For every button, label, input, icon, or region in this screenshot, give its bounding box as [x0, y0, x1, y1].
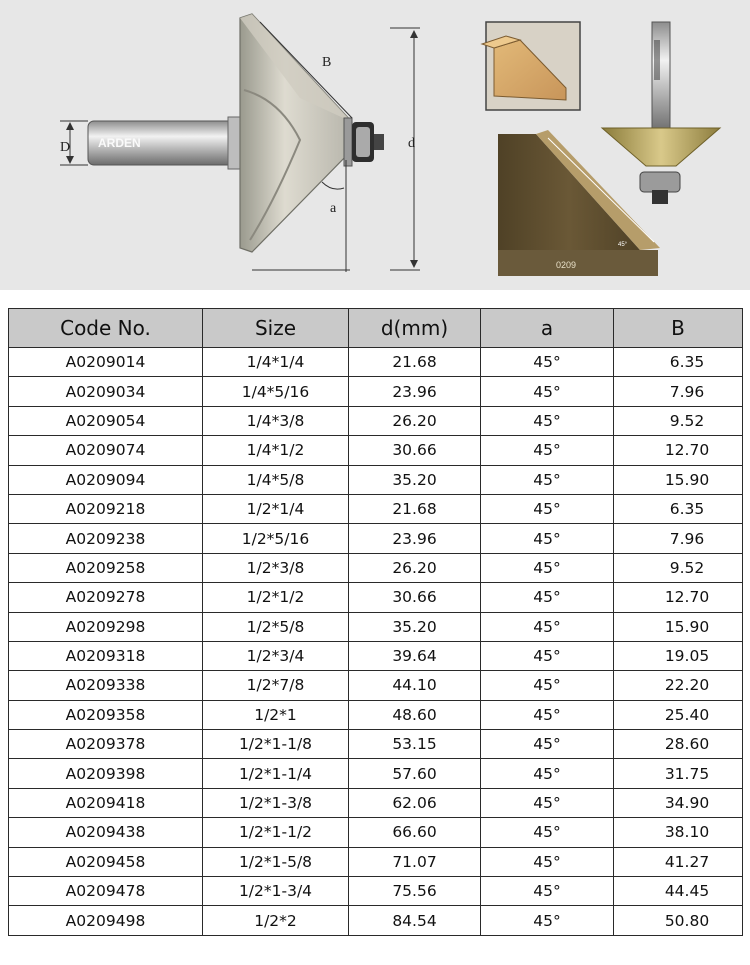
cell-size: 1/2*1-3/4: [203, 877, 349, 906]
cell-d-mm: 53.15: [349, 730, 481, 759]
cell-d-mm: 30.66: [349, 436, 481, 465]
cell-d-mm: 75.56: [349, 877, 481, 906]
cell-d-mm: 48.60: [349, 700, 481, 729]
cell-code-no: A0209258: [9, 553, 203, 582]
table-row: [9, 641, 743, 670]
table-header-row: [9, 309, 743, 348]
cell-size: 1/2*1-3/8: [203, 788, 349, 817]
cell-size: 1/2*1-5/8: [203, 847, 349, 876]
cell-code-no: A0209478: [9, 877, 203, 906]
cell-b: 6.35: [614, 494, 743, 523]
cell-code-no: A0209218: [9, 494, 203, 523]
table-row: [9, 436, 743, 465]
cell-code-no: A0209318: [9, 641, 203, 670]
label-B: B: [322, 55, 332, 70]
cell-b: 31.75: [614, 759, 743, 788]
cell-d-mm: 39.64: [349, 641, 481, 670]
cell-size: 1/2*7/8: [203, 671, 349, 700]
cell-b: 9.52: [614, 553, 743, 582]
cell-size: 1/2*3/8: [203, 553, 349, 582]
cell-d-mm: 57.60: [349, 759, 481, 788]
cell-d-mm: 35.20: [349, 465, 481, 494]
gold-router-bit-image: [602, 22, 720, 204]
cell-a: 45°: [481, 847, 614, 876]
cell-size: 1/2*1-1/2: [203, 818, 349, 847]
cell-a: 45°: [481, 524, 614, 553]
cell-code-no: A0209378: [9, 730, 203, 759]
router-bit-diagram: [0, 0, 750, 290]
header-size: Size: [203, 309, 349, 348]
shank-engraving: ARDEN: [98, 136, 141, 150]
cell-a: 45°: [481, 377, 614, 406]
cell-a: 45°: [481, 583, 614, 612]
table-row: [9, 759, 743, 788]
cell-d-mm: 21.68: [349, 494, 481, 523]
cell-code-no: A0209298: [9, 612, 203, 641]
cell-code-no: A0209438: [9, 818, 203, 847]
cell-size: 1/2*1-1/8: [203, 730, 349, 759]
table-row: [9, 553, 743, 582]
table-row: [9, 847, 743, 876]
cell-b: 9.52: [614, 406, 743, 435]
label-D: D: [60, 140, 71, 155]
cell-size: 1/2*1-1/4: [203, 759, 349, 788]
table-row: [9, 612, 743, 641]
spec-table: [8, 308, 743, 936]
cell-code-no: A0209054: [9, 406, 203, 435]
cell-b: 38.10: [614, 818, 743, 847]
cell-a: 45°: [481, 348, 614, 377]
cell-size: 1/2*1: [203, 700, 349, 729]
cell-size: 1/4*1/2: [203, 436, 349, 465]
cell-size: 1/2*3/4: [203, 641, 349, 670]
cell-b: 28.60: [614, 730, 743, 759]
table-row: [9, 465, 743, 494]
table-row: [9, 524, 743, 553]
label-a: a: [330, 201, 337, 216]
cell-b: 41.27: [614, 847, 743, 876]
cell-d-mm: 71.07: [349, 847, 481, 876]
table-row: [9, 877, 743, 906]
cell-b: 19.05: [614, 641, 743, 670]
chamfer-sample-image: [482, 22, 580, 110]
cell-d-mm: 26.20: [349, 406, 481, 435]
table-row: [9, 730, 743, 759]
cell-b: 12.70: [614, 436, 743, 465]
cell-a: 45°: [481, 877, 614, 906]
router-bit-drawing: [88, 14, 384, 252]
table-row: [9, 906, 743, 935]
cell-d-mm: 21.68: [349, 348, 481, 377]
cell-b: 44.45: [614, 877, 743, 906]
cell-size: 1/4*5/8: [203, 465, 349, 494]
cell-a: 45°: [481, 700, 614, 729]
cell-b: 15.90: [614, 612, 743, 641]
cell-a: 45°: [481, 759, 614, 788]
cell-d-mm: 84.54: [349, 906, 481, 935]
cell-d-mm: 62.06: [349, 788, 481, 817]
cell-size: 1/4*5/16: [203, 377, 349, 406]
cell-a: 45°: [481, 906, 614, 935]
sample-angle-label: 45°: [618, 242, 628, 248]
cell-a: 45°: [481, 436, 614, 465]
cell-a: 45°: [481, 494, 614, 523]
cell-code-no: A0209278: [9, 583, 203, 612]
cell-d-mm: 44.10: [349, 671, 481, 700]
cell-size: 1/2*1/2: [203, 583, 349, 612]
cell-a: 45°: [481, 465, 614, 494]
cell-code-no: A0209074: [9, 436, 203, 465]
cell-a: 45°: [481, 818, 614, 847]
table-row: [9, 583, 743, 612]
cell-code-no: A0209358: [9, 700, 203, 729]
table-row: [9, 494, 743, 523]
cell-a: 45°: [481, 671, 614, 700]
cell-b: 34.90: [614, 788, 743, 817]
cell-b: 25.40: [614, 700, 743, 729]
header-d-mm: d(mm): [349, 309, 481, 348]
cell-b: 6.35: [614, 348, 743, 377]
cell-d-mm: 23.96: [349, 524, 481, 553]
cell-a: 45°: [481, 641, 614, 670]
cell-b: 7.96: [614, 524, 743, 553]
cell-d-mm: 30.66: [349, 583, 481, 612]
cell-b: 50.80: [614, 906, 743, 935]
cell-b: 7.96: [614, 377, 743, 406]
cell-b: 12.70: [614, 583, 743, 612]
cell-d-mm: 35.20: [349, 612, 481, 641]
cell-code-no: A0209458: [9, 847, 203, 876]
table-row: [9, 671, 743, 700]
label-d: d: [408, 136, 415, 151]
cell-d-mm: 26.20: [349, 553, 481, 582]
cell-a: 45°: [481, 612, 614, 641]
table-row: [9, 348, 743, 377]
cell-code-no: A0209094: [9, 465, 203, 494]
header-a: a: [481, 309, 614, 348]
table-row: [9, 788, 743, 817]
table-row: [9, 406, 743, 435]
sample-code-label: 0209: [556, 260, 577, 270]
cell-size: 1/2*1/4: [203, 494, 349, 523]
cell-size: 1/4*1/4: [203, 348, 349, 377]
cell-code-no: A0209014: [9, 348, 203, 377]
header-b: B: [614, 309, 743, 348]
header-code-no: Code No.: [9, 309, 203, 348]
cell-size: 1/2*2: [203, 906, 349, 935]
cell-code-no: A0209338: [9, 671, 203, 700]
table-row: [9, 818, 743, 847]
cell-d-mm: 66.60: [349, 818, 481, 847]
cell-code-no: A0209034: [9, 377, 203, 406]
cell-size: 1/2*5/8: [203, 612, 349, 641]
table-row: [9, 377, 743, 406]
cell-b: 22.20: [614, 671, 743, 700]
cell-code-no: A0209398: [9, 759, 203, 788]
cell-a: 45°: [481, 406, 614, 435]
cell-a: 45°: [481, 553, 614, 582]
cell-size: 1/4*3/8: [203, 406, 349, 435]
cell-a: 45°: [481, 730, 614, 759]
cell-a: 45°: [481, 788, 614, 817]
cell-code-no: A0209498: [9, 906, 203, 935]
cell-b: 15.90: [614, 465, 743, 494]
cell-code-no: A0209238: [9, 524, 203, 553]
cell-d-mm: 23.96: [349, 377, 481, 406]
cell-code-no: A0209418: [9, 788, 203, 817]
cell-size: 1/2*5/16: [203, 524, 349, 553]
table-row: [9, 700, 743, 729]
